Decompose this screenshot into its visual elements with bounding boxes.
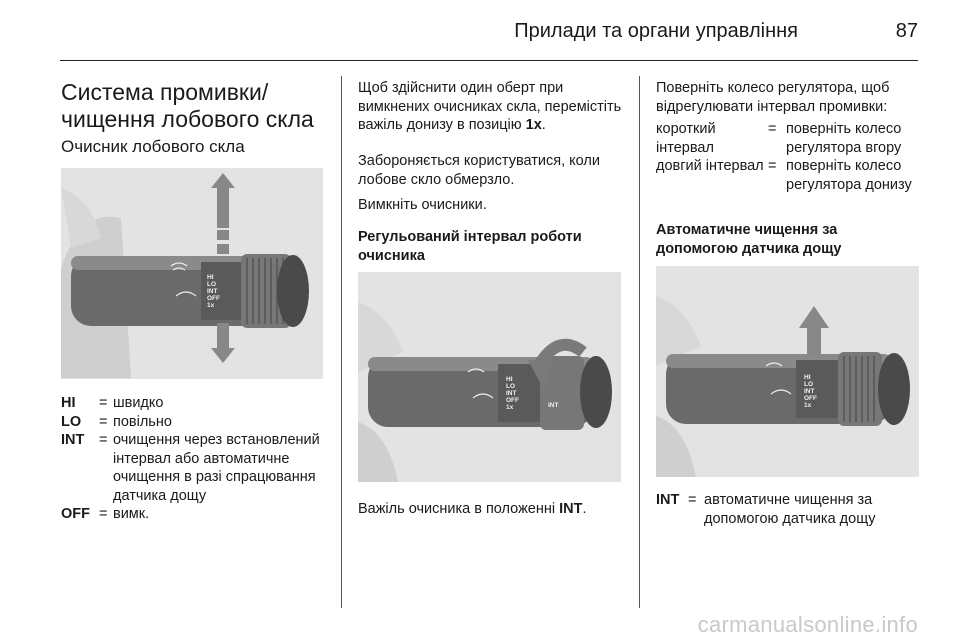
- caption-text: Важіль очисника в положенні: [358, 501, 560, 517]
- rain-sensor-lever-figure: [656, 266, 919, 477]
- subsection-heading: Очисник лобового скла: [61, 137, 245, 156]
- lever-position-labels: [804, 374, 817, 409]
- def-term: INT: [656, 492, 680, 508]
- wiper-positions-list: [61, 394, 323, 524]
- paragraph-text: Щоб здійснити один оберт при вимкнених очисниках скла, перемістіть важіль донизу в позицію: [358, 80, 622, 133]
- interval-lever-figure: [358, 272, 621, 482]
- lever-label-lo: LO: [804, 381, 814, 388]
- def-term: INT: [61, 432, 85, 448]
- lever-label-lo: LO: [506, 383, 516, 390]
- lever-position-labels: [506, 376, 519, 411]
- wiper-lever-figure: [61, 168, 323, 379]
- def-desc: поверніть колесо регулятора донизу: [786, 158, 912, 193]
- def-term: HI: [61, 395, 76, 411]
- caption-int-label: INT: [559, 501, 583, 517]
- lever-label-hi: HI: [506, 376, 513, 383]
- def-sep: =: [688, 492, 697, 508]
- def-desc: повільно: [113, 413, 172, 430]
- running-header-title: Прилади та органи управління: [514, 20, 798, 42]
- def-desc: вимк.: [113, 506, 150, 522]
- lever-label-1x: 1x: [804, 402, 812, 409]
- def-sep: =: [768, 158, 777, 174]
- header-rule: [60, 60, 918, 61]
- def-term: короткий інтервал: [656, 121, 716, 156]
- lever-label-int: INT: [207, 288, 218, 295]
- lever-label-int: INT: [506, 390, 517, 397]
- lever-label-hi: HI: [207, 274, 214, 281]
- wiper-lever-illustration: [61, 168, 323, 379]
- page-number: 87: [895, 20, 918, 42]
- def-sep: =: [99, 395, 108, 411]
- def-desc: очищення через встановлений інтервал або автоматичне очищення в разі спрацювання датчика дощу: [113, 432, 320, 504]
- rain-sensor-lever-illustration: [656, 266, 919, 477]
- watermark: carmanualsonline.info: [697, 612, 918, 637]
- def-term: LO: [61, 413, 82, 430]
- def-term: OFF: [61, 506, 90, 522]
- def-sep: =: [768, 121, 777, 137]
- position-1x-label: 1x: [525, 117, 542, 133]
- frozen-glass-warning: Забороняється користуватися, коли лобове скло обмерзло.: [358, 153, 600, 188]
- def-sep: =: [99, 506, 108, 522]
- caption-end: .: [582, 501, 587, 517]
- def-desc: швидко: [113, 395, 164, 411]
- lever-label-off: OFF: [207, 295, 220, 302]
- column-divider-1: [341, 76, 342, 608]
- interval-lever-illustration: [358, 272, 621, 482]
- single-wipe-paragraph: [358, 79, 628, 135]
- paragraph-end: .: [541, 117, 546, 133]
- def-sep: =: [99, 432, 108, 448]
- lever-position-labels: [207, 274, 220, 309]
- column-divider-2: [639, 76, 640, 608]
- rain-sensor-def-list: [656, 491, 921, 528]
- lever-label-hi: HI: [804, 374, 811, 381]
- lever-label-off: OFF: [804, 395, 817, 402]
- adjust-interval-intro: Поверніть колесо регулятора, щоб відрегулювати інтервал промивки:: [656, 80, 890, 115]
- def-desc: поверніть колесо регулятора вгору: [786, 121, 902, 156]
- interval-subheading: Регульований інтервал роботи очисника: [358, 229, 582, 264]
- lever-label-1x: 1x: [506, 404, 514, 411]
- def-term: довгий інтервал: [656, 158, 764, 174]
- lever-label-1x: 1x: [207, 302, 215, 309]
- rain-sensor-subheading: Автоматичне чищення за допомогою датчика дощу: [656, 222, 842, 257]
- figure-caption: [358, 500, 628, 519]
- switch-off-paragraph: Вимкніть очисники.: [358, 197, 487, 213]
- def-sep: =: [99, 413, 108, 430]
- lever-label-int: INT: [804, 388, 815, 395]
- def-desc: автоматичне чищення за допомогою датчика дощу: [704, 492, 876, 527]
- knob-int-label: INT: [548, 402, 559, 409]
- section-heading: Система промивки/ чищення лобового скла: [61, 79, 314, 132]
- lever-label-off: OFF: [506, 397, 519, 404]
- interval-adjust-list: [656, 120, 921, 194]
- lever-label-lo: LO: [207, 281, 217, 288]
